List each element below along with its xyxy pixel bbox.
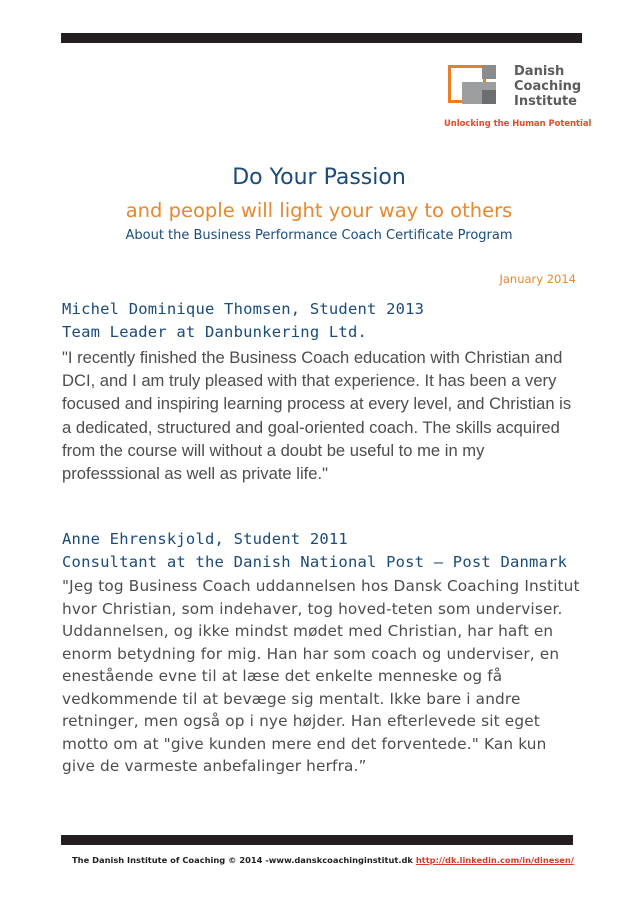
testimonial-2-name: Anne Ehrenskjold, Student 2011 bbox=[62, 530, 348, 548]
logo-line-2: Coaching bbox=[514, 79, 582, 94]
page-title: Do Your Passion bbox=[232, 165, 406, 190]
logo-line-3: Institute bbox=[514, 94, 578, 109]
footer bbox=[72, 855, 574, 865]
danish-coaching-institute-logo bbox=[444, 60, 594, 135]
logo-dark-square-icon bbox=[482, 90, 496, 104]
document-date: January 2014 bbox=[499, 272, 576, 286]
testimonial-2-quote: "Jeg tog Business Coach uddannelsen hos Dansk Coaching Institut hvor Christian, som indehaver, tog hoved-teten som underviser. Uddannelsen, og ikke mindst mødet med Christian, har haft en enorm betydning for mig. Han har som coach og underviser, en enestående evne til at læse det enkelte menneske og få vedkommende til at bevæge sig mentalt. Ikke bare i andre retninger, men også op i nye højder. Han efterlevede sit eget motto om at "give kunden mere end det forventede." Kan kun give de varmeste anbefalinger herfra.” bbox=[62, 577, 580, 775]
footer-copyright: The Danish Institute of Coaching © 2014 -www.danskcoachinginstitut.dk bbox=[72, 855, 413, 865]
logo-wordmark bbox=[514, 64, 581, 109]
logo-grey-square-icon bbox=[482, 65, 496, 79]
logo-tagline: Unlocking the Human Potential bbox=[444, 118, 592, 128]
footer-linkedin-link[interactable]: http://dk.linkedin.com/in/dinesen/ bbox=[415, 855, 574, 865]
page-subtitle: and people will light your way to others bbox=[125, 199, 513, 222]
top-rule bbox=[61, 33, 582, 43]
logo-line-1: Danish bbox=[514, 64, 565, 79]
bottom-rule bbox=[61, 835, 573, 845]
testimonial-1-role: Team Leader at Danbunkering Ltd. bbox=[62, 323, 368, 341]
testimonial-2-role: Consultant at the Danish National Post – Post Danmark bbox=[62, 553, 568, 571]
program-description: About the Business Performance Coach Certificate Program bbox=[125, 228, 513, 243]
testimonial-1-quote: "I recently finished the Business Coach education with Christian and DCI, and I am truly pleased with that experience. It has been a very focused and inspiring learning process at every level, and Christian is a dedicated, structured and goal-oriented coach. The skills acquired from the course will without a doubt be useful to me in my professsional as well as private life." bbox=[62, 348, 572, 484]
testimonial-1-name: Michel Dominique Thomsen, Student 2013 bbox=[62, 300, 425, 318]
